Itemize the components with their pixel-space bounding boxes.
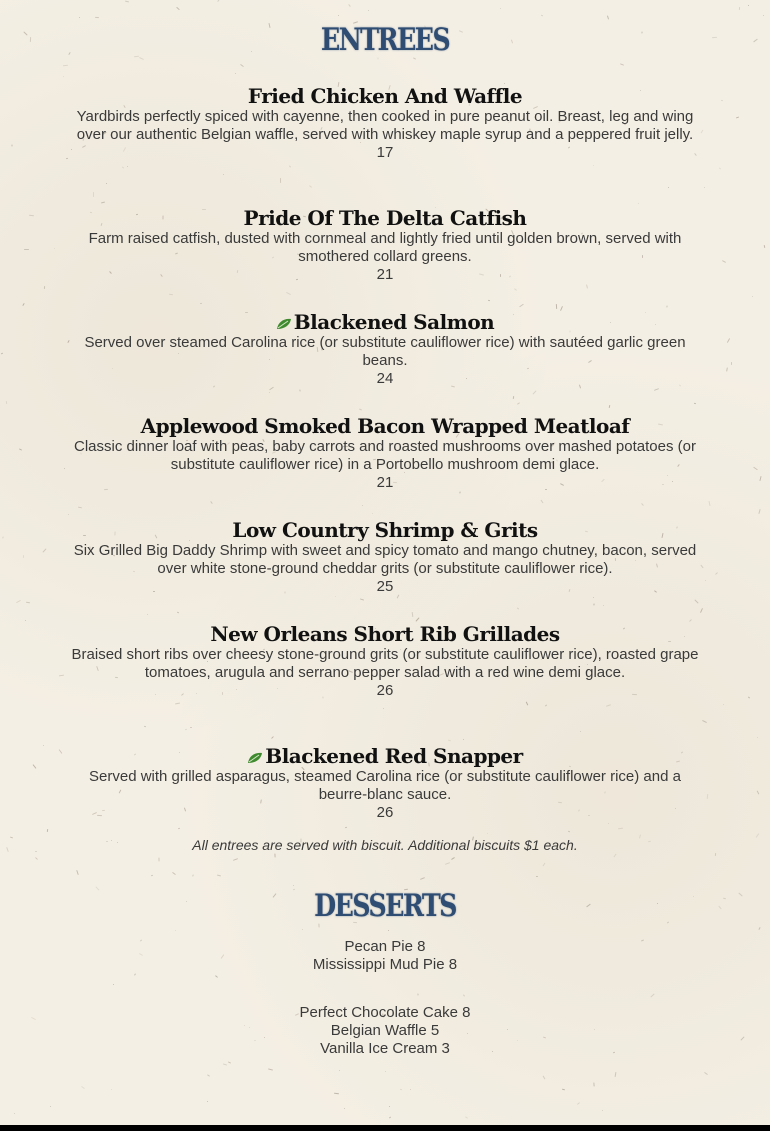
dessert-item: Mississippi Mud Pie 8 <box>312 956 458 973</box>
paper-fleck <box>654 388 659 391</box>
paper-fleck <box>59 675 64 677</box>
paper-fleck <box>19 448 22 450</box>
paper-fleck <box>289 165 291 167</box>
paper-fleck <box>338 15 339 16</box>
paper-fleck <box>758 927 760 930</box>
dessert-item: Vanilla Ice Cream 3 <box>320 1040 450 1057</box>
paper-fleck <box>723 704 724 705</box>
paper-fleck <box>641 503 644 506</box>
paper-fleck <box>638 203 639 204</box>
item-price: 26 <box>376 804 394 821</box>
paper-fleck <box>704 187 705 188</box>
paper-fleck <box>400 1089 402 1091</box>
paper-fleck <box>715 853 716 856</box>
paper-fleck <box>556 304 557 309</box>
paper-fleck <box>360 598 364 600</box>
paper-fleck <box>169 294 173 296</box>
paper-fleck <box>759 476 761 481</box>
paper-fleck <box>158 857 159 861</box>
paper-fleck <box>723 898 726 900</box>
paper-fleck <box>568 831 570 833</box>
paper-fleck <box>738 892 742 896</box>
paper-fleck <box>704 1072 708 1075</box>
paper-fleck <box>339 1070 340 1071</box>
paper-fleck <box>6 401 8 404</box>
paper-fleck <box>63 76 64 77</box>
paper-fleck <box>448 740 451 742</box>
paper-fleck <box>178 828 180 830</box>
paper-fleck <box>217 875 221 877</box>
paper-fleck <box>532 390 536 394</box>
paper-fleck <box>334 1093 339 1095</box>
paper-fleck <box>417 993 418 995</box>
paper-fleck <box>753 39 758 43</box>
paper-fleck <box>280 178 281 183</box>
menu-item <box>70 744 700 822</box>
paper-fleck <box>593 1082 594 1086</box>
paper-fleck <box>705 580 706 581</box>
paper-fleck <box>286 292 291 295</box>
item-title: Blackened Red Snapper <box>70 744 700 768</box>
item-price: 21 <box>376 266 394 283</box>
paper-fleck <box>271 736 274 739</box>
paper-fleck <box>144 726 146 728</box>
paper-fleck <box>609 405 611 408</box>
paper-fleck <box>25 620 26 621</box>
paper-fleck <box>388 930 389 931</box>
paper-fleck <box>64 468 65 469</box>
menu-item <box>70 414 700 492</box>
paper-fleck <box>223 1063 227 1065</box>
paper-fleck <box>24 249 29 250</box>
paper-fleck <box>299 389 300 391</box>
paper-fleck <box>650 993 654 997</box>
paper-fleck <box>217 0 220 2</box>
paper-fleck <box>445 862 450 865</box>
paper-fleck <box>54 248 55 249</box>
paper-fleck <box>385 1071 386 1072</box>
item-price: 25 <box>376 578 394 595</box>
paper-fleck <box>517 402 520 404</box>
paper-fleck <box>79 17 80 18</box>
leaf-icon <box>276 318 292 330</box>
paper-fleck <box>580 731 581 732</box>
paper-fleck <box>47 829 48 832</box>
paper-fleck <box>748 5 749 6</box>
paper-fleck <box>603 605 604 606</box>
paper-fleck <box>608 823 609 824</box>
item-price: 24 <box>376 370 394 387</box>
paper-fleck <box>23 31 27 35</box>
paper-fleck <box>35 857 38 860</box>
paper-fleck <box>666 305 667 307</box>
item-description: Braised short ribs over cheesy stone-ground grits (or substitute cauliflower rice), roasted grape tomatoes, arugula and serrano pepper salad with a red wine demi glace. <box>71 646 699 681</box>
paper-fleck <box>514 288 517 291</box>
paper-fleck <box>719 168 721 170</box>
paper-fleck <box>113 984 114 985</box>
paper-fleck <box>517 607 519 609</box>
paper-fleck <box>607 15 609 19</box>
paper-fleck <box>757 737 758 738</box>
paper-fleck <box>715 572 718 575</box>
paper-fleck <box>269 392 270 393</box>
paper-fleck <box>235 73 236 74</box>
paper-fleck <box>526 701 529 705</box>
paper-fleck <box>758 509 760 514</box>
item-description: Served over steamed Carolina rice (or substitute cauliflower rice) with sautéed garlic green beans. <box>84 334 686 369</box>
paper-fleck <box>223 174 224 175</box>
paper-fleck <box>542 863 545 867</box>
paper-fleck <box>722 260 726 263</box>
paper-fleck <box>345 827 347 828</box>
paper-fleck <box>541 15 543 17</box>
paper-fleck <box>127 166 128 167</box>
paper-fleck <box>268 1068 273 1070</box>
paper-fleck <box>125 0 129 2</box>
paper-fleck <box>111 1089 112 1090</box>
item-title: Blackened Salmon <box>70 310 700 334</box>
paper-fleck <box>30 37 31 42</box>
paper-fleck <box>410 1089 411 1090</box>
paper-fleck <box>620 63 624 65</box>
paper-fleck <box>721 100 723 101</box>
paper-fleck <box>700 565 703 569</box>
paper-fleck <box>615 1072 617 1077</box>
paper-fleck <box>344 1108 345 1109</box>
menu-item <box>70 206 700 284</box>
paper-fleck <box>210 501 213 504</box>
paper-fleck <box>2 536 3 538</box>
paper-fleck <box>739 7 740 10</box>
paper-fleck <box>718 906 721 910</box>
paper-fleck <box>752 296 753 297</box>
item-price: 26 <box>376 682 394 699</box>
paper-fleck <box>463 994 465 996</box>
paper-fleck <box>586 284 588 288</box>
paper-fleck <box>26 602 30 604</box>
paper-fleck <box>593 165 594 166</box>
paper-fleck <box>22 303 24 306</box>
item-price: 21 <box>376 474 394 491</box>
item-description: Served with grilled asparagus, steamed Carolina rice (or substitute cauliflower rice) and a beurre-blanc sauce. <box>89 768 681 803</box>
paper-fleck <box>151 875 153 877</box>
paper-fleck <box>177 612 179 614</box>
paper-fleck <box>175 703 180 705</box>
paper-fleck <box>420 877 425 880</box>
paper-fleck <box>274 853 275 857</box>
paper-fleck <box>68 514 69 515</box>
paper-fleck <box>694 403 696 404</box>
paper-fleck <box>389 1116 391 1118</box>
paper-fleck <box>76 870 78 875</box>
paper-fleck <box>618 828 623 830</box>
menu-item <box>70 518 700 596</box>
paper-fleck <box>44 286 45 289</box>
paper-fleck <box>362 505 363 506</box>
paper-fleck <box>16 600 21 603</box>
paper-fleck <box>192 874 194 876</box>
paper-fleck <box>172 872 176 875</box>
paper-fleck <box>200 303 202 305</box>
paper-fleck <box>106 183 107 184</box>
paper-fleck <box>1 353 3 355</box>
paper-fleck <box>731 362 732 365</box>
bottom-border <box>0 1125 770 1131</box>
desserts-heading: DESSERTS <box>314 888 456 924</box>
dessert-item: Pecan Pie 8 <box>344 938 426 955</box>
paper-fleck <box>42 548 46 552</box>
paper-fleck <box>233 858 238 861</box>
paper-fleck <box>668 187 669 188</box>
item-title: Applewood Smoked Bacon Wrapped Meatloaf <box>140 414 630 438</box>
entrees-note: All entrees are served with biscuit. Additional biscuits $1 each. <box>192 837 578 853</box>
paper-fleck <box>81 1086 85 1089</box>
paper-fleck <box>348 4 351 7</box>
paper-fleck <box>694 599 698 603</box>
paper-fleck <box>215 975 218 978</box>
paper-fleck <box>389 1106 390 1107</box>
item-description: Classic dinner loaf with peas, baby carrots and roasted mushrooms over mashed potatoes (or substitute cauliflower rice) in a Portobello mushroom demi glace. <box>74 438 696 473</box>
paper-fleck <box>543 1076 546 1080</box>
paper-fleck <box>12 145 13 147</box>
paper-fleck <box>78 507 82 509</box>
paper-fleck <box>463 739 464 740</box>
paper-fleck <box>14 1113 15 1114</box>
paper-fleck <box>43 745 44 746</box>
paper-fleck <box>562 1089 565 1091</box>
paper-fleck <box>207 1074 210 1076</box>
item-price: 17 <box>376 144 394 161</box>
menu-item <box>70 84 700 162</box>
item-description: Farm raised catfish, dusted with cornmeal and lightly fried until golden brown, served with smothered collard greens. <box>88 230 682 265</box>
paper-fleck <box>95 17 99 18</box>
paper-fleck <box>228 1061 231 1063</box>
paper-fleck <box>359 408 362 410</box>
paper-fleck <box>368 10 369 11</box>
paper-fleck <box>383 708 384 709</box>
paper-fleck <box>764 245 766 248</box>
paper-fleck <box>175 930 176 931</box>
item-title: Fried Chicken And Waffle <box>247 84 523 108</box>
paper-fleck <box>702 720 707 723</box>
paper-fleck <box>63 65 68 67</box>
item-description: Six Grilled Big Daddy Shrimp with sweet and spicy tomato and mango chutney, bacon, served over white stone-ground cheddar grits (or substitute cauliflower rice). <box>73 542 697 577</box>
paper-fleck <box>59 749 63 754</box>
paper-fleck <box>545 704 547 706</box>
item-description: Yardbirds perfectly spiced with cayenne, then cooked in pure peanut oil. Breast, leg and wing over our authentic Belgian waffle, served with whiskey maple syrup and a peppered fruit jelly. <box>76 108 694 143</box>
paper-fleck <box>101 202 105 204</box>
paper-fleck <box>23 555 24 558</box>
paper-fleck <box>122 166 124 168</box>
paper-fleck <box>302 929 303 930</box>
paper-fleck <box>709 501 711 506</box>
leaf-icon <box>247 752 263 764</box>
paper-fleck <box>513 396 515 399</box>
dessert-list <box>0 1004 770 1058</box>
paper-fleck <box>712 37 717 38</box>
paper-fleck <box>50 1106 51 1107</box>
dessert-item: Belgian Waffle 5 <box>330 1022 440 1039</box>
paper-fleck <box>613 854 616 858</box>
paper-fleck <box>577 1102 580 1105</box>
paper-fleck <box>593 597 594 598</box>
paper-fleck <box>309 185 312 188</box>
paper-fleck <box>207 1101 208 1102</box>
paper-fleck <box>763 15 764 16</box>
paper-fleck <box>700 608 703 613</box>
paper-fleck <box>753 467 758 471</box>
paper-fleck <box>412 612 414 617</box>
entrees-heading: ENTREES <box>320 22 450 58</box>
paper-fleck <box>372 513 373 514</box>
menu-item <box>70 310 700 388</box>
paper-fleck <box>93 192 94 197</box>
paper-fleck <box>66 158 68 159</box>
paper-fleck <box>757 790 760 794</box>
paper-fleck <box>748 696 750 698</box>
paper-fleck <box>176 7 180 10</box>
item-title: Low Country Shrimp & Grits <box>232 518 538 542</box>
paper-fleck <box>701 130 704 134</box>
dessert-item: Perfect Chocolate Cake 8 <box>299 1004 471 1021</box>
paper-fleck <box>335 596 336 597</box>
paper-fleck <box>726 367 728 371</box>
paper-fleck <box>185 729 187 730</box>
paper-fleck <box>488 300 490 301</box>
paper-fleck <box>29 215 34 217</box>
paper-fleck <box>736 117 739 119</box>
paper-fleck <box>33 764 37 769</box>
dessert-list <box>0 938 770 974</box>
paper-fleck <box>540 500 543 504</box>
item-title: Pride Of The Delta Catfish <box>243 206 527 230</box>
paper-fleck <box>500 8 501 9</box>
paper-fleck <box>147 614 148 615</box>
paper-fleck <box>707 794 709 799</box>
item-title: New Orleans Short Rib Grillades <box>210 622 560 646</box>
paper-fleck <box>602 1110 603 1111</box>
paper-fleck <box>190 727 192 728</box>
paper-fleck <box>727 338 730 343</box>
paper-fleck <box>240 64 244 67</box>
paper-fleck <box>593 603 594 605</box>
paper-fleck <box>519 304 524 308</box>
paper-fleck <box>465 1116 468 1118</box>
paper-fleck <box>536 876 538 877</box>
paper-fleck <box>487 833 488 834</box>
paper-fleck <box>451 857 455 860</box>
menu-item <box>70 622 700 700</box>
paper-fleck <box>606 704 611 706</box>
